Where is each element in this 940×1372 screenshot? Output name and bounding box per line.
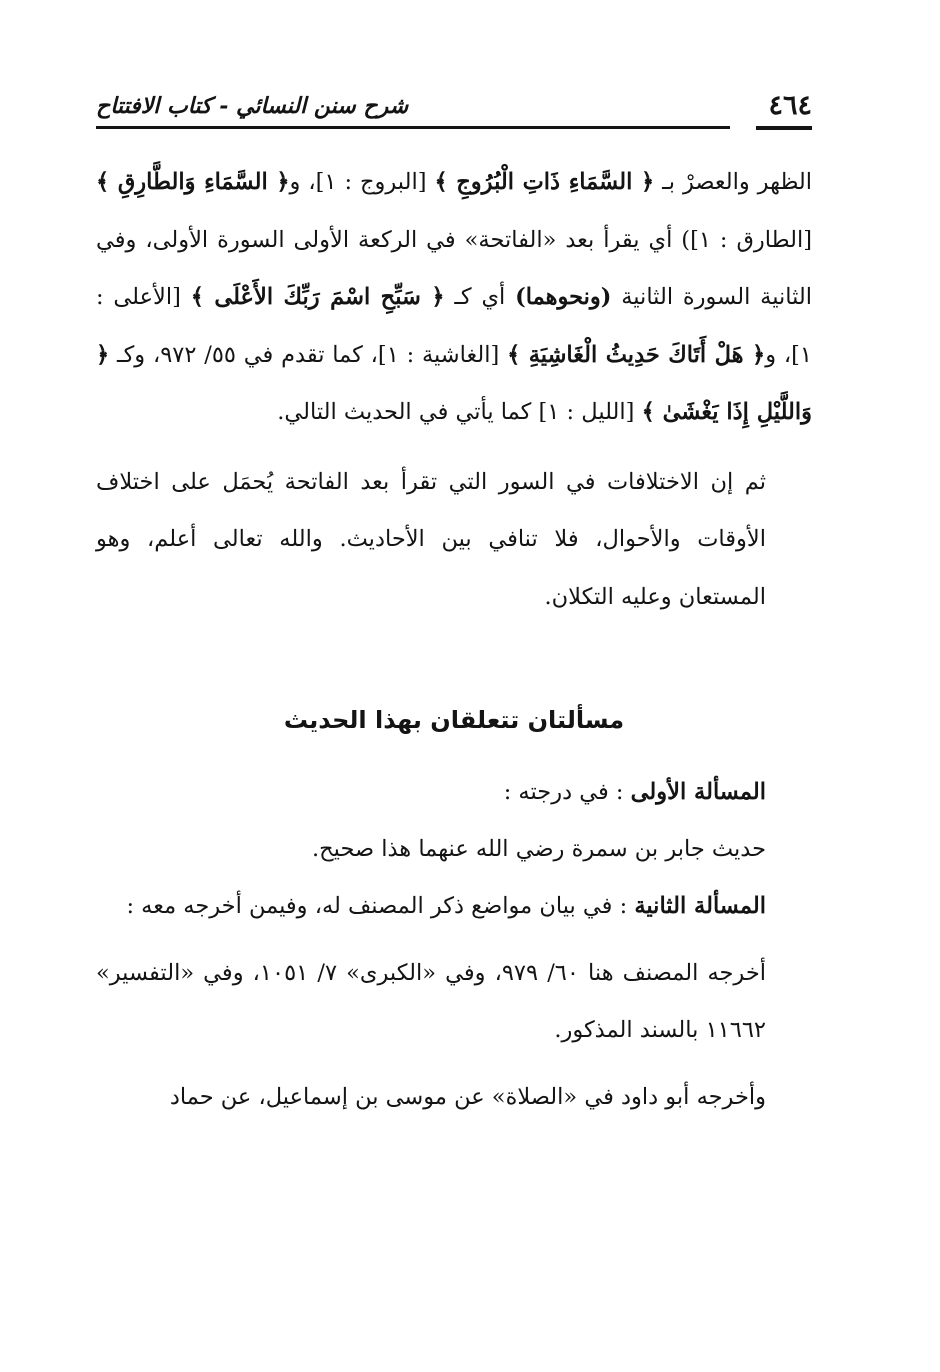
issue-2-body: أخرجه المصنف هنا ٦٠/ ٩٧٩، وفي «الكبرى» ٧/ ١٠٥١، وفي «التفسير» ١١٦٦٢ بالسند المذكور. xyxy=(96,960,767,1043)
header-rule xyxy=(96,126,730,129)
bold-phrase: (ونحوهما) xyxy=(515,284,612,310)
text-run: الظهر والعصرْ بـ xyxy=(654,169,813,195)
text-run: [الليل : ١] كما يأتي في الحديث التالي. xyxy=(277,399,642,425)
section-heading: مسألتان تتعلقان بهذا الحديث xyxy=(283,706,625,734)
quran-verse: ﴿ سَبِّحِ اسْمَ رَبِّكَ الأَعْلَى ﴾ xyxy=(190,284,445,310)
issue-1-text: : في درجته : xyxy=(503,779,624,805)
issue-1-body: حديث جابر بن سمرة رضي الله عنهما هذا صحيح. xyxy=(312,836,766,862)
quran-verse: ﴿ هَلْ أَتَاكَ حَدِيثُ الْغَاشِيَةِ ﴾ xyxy=(507,341,766,368)
paragraph-2: ثم إن الاختلافات في السور التي تقرأ بعد الفاتحة يُحمَل على اختلاف الأوقات والأحوال، فلا تنافي بين الأحاديث. والله تعالى أعلم، وهو المستعان وعليه التكلان. xyxy=(96,468,766,610)
issue-2-label: المسألة الثانية xyxy=(634,893,766,919)
page-number-rule xyxy=(756,126,812,130)
running-header xyxy=(96,86,812,134)
text-run: [الغاشية : ١]، كما تقدم في ٥٥/ ٩٧٢، وكـ xyxy=(109,341,508,368)
page-number: ٤٦٤ xyxy=(768,90,812,121)
quran-verse: ﴿ السَّمَاءِ وَالطَّارِقِ ﴾ xyxy=(96,169,290,195)
issue-2-title xyxy=(96,878,812,935)
paragraph-1 xyxy=(96,154,812,442)
quran-verse: ﴿ وَاللَّيْلِ إِذَا يَغْشَىٰ ﴾ xyxy=(96,341,812,425)
issues-text xyxy=(96,764,812,1126)
issue-1-title xyxy=(96,764,812,821)
main-text xyxy=(96,154,812,626)
text-run: [الأعلى : ١]، و xyxy=(96,284,813,368)
issue-1-label: المسألة الأولى xyxy=(630,779,766,805)
text-run: أي كـ xyxy=(444,284,516,310)
quran-verse: ﴿ السَّمَاءِ ذَاتِ الْبُرُوجِ ﴾ xyxy=(434,169,655,195)
text-run: [البروج : ١]، و xyxy=(289,169,435,195)
text-run: [الطارق : ١]) أي يقرأ بعد «الفاتحة» في الركعة الأولى السورة الأولى، وفي الثانية السورة الثانية xyxy=(96,226,813,310)
running-title: شرح سنن النسائي - كتاب الافتتاح xyxy=(96,93,409,119)
issue-2-text: : في بيان مواضع ذكر المصنف له، وفيمن أخرجه معه : xyxy=(126,893,628,919)
last-paragraph: وأخرجه أبو داود في «الصلاة» عن موسى بن إسماعيل، عن حماد xyxy=(169,1084,766,1110)
